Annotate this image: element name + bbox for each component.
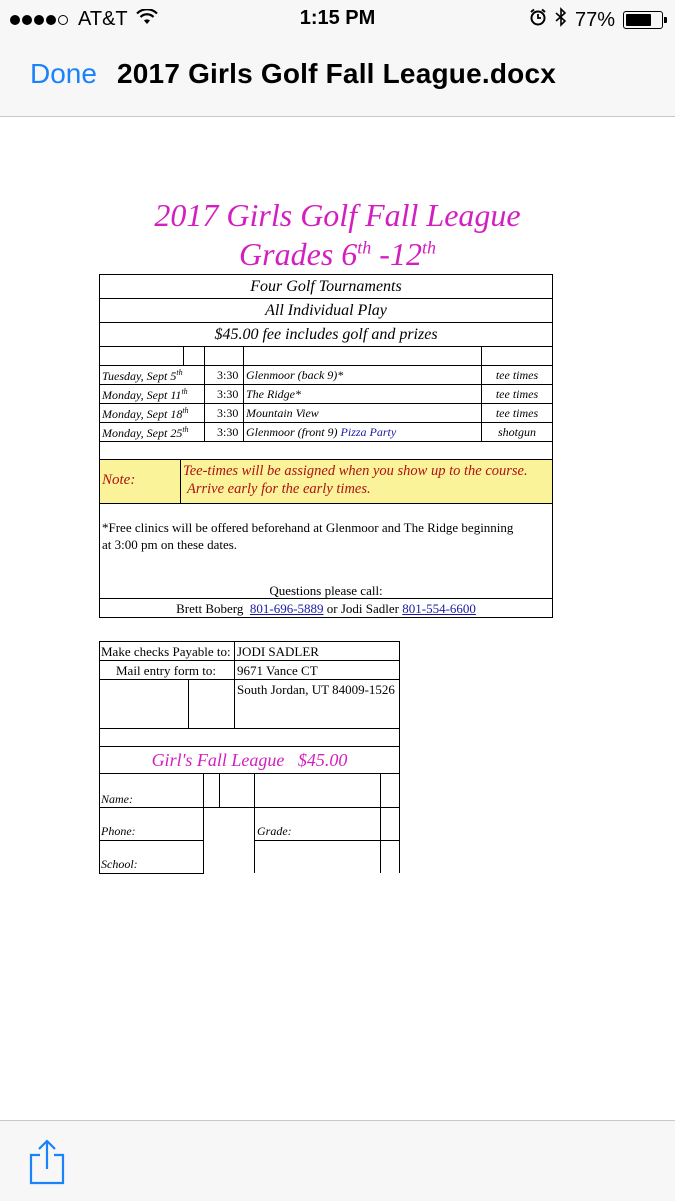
date-text: Monday, Sept 18 xyxy=(102,407,183,421)
phone-link-boberg[interactable]: 801-696-5889 xyxy=(249,601,324,616)
navigation-bar xyxy=(0,38,675,117)
schedule-time: 3:30 xyxy=(217,425,239,439)
rule xyxy=(99,598,553,599)
clinic-line-1: *Free clinics will be offered beforehand at Glenmoor and The Ridge beginning xyxy=(102,520,514,535)
schedule-course: Mountain View xyxy=(246,406,319,420)
rule xyxy=(243,346,244,441)
bottom-toolbar xyxy=(0,1120,675,1201)
status-right xyxy=(529,7,663,33)
info-row: All Individual Play xyxy=(265,302,387,319)
share-icon[interactable] xyxy=(28,1139,66,1190)
rule xyxy=(99,365,553,366)
date-sup: th xyxy=(182,406,189,415)
schedule-date xyxy=(102,425,189,441)
schedule-course: Glenmoor (front 9) xyxy=(246,425,338,439)
field-name-label: Name: xyxy=(101,792,133,806)
schedule-type: shotgun xyxy=(497,425,536,439)
rule xyxy=(99,346,553,347)
schedule-course: Glenmoor (back 9)* xyxy=(246,368,344,382)
checks-label: Make checks Payable to: xyxy=(101,644,231,659)
document-view[interactable] xyxy=(0,117,675,1120)
rule xyxy=(254,840,400,841)
rule xyxy=(99,807,400,808)
rule xyxy=(203,773,204,873)
battery-fill xyxy=(626,14,651,26)
rule xyxy=(183,346,184,365)
done-button[interactable]: Done xyxy=(30,58,97,89)
schedule-time: 3:30 xyxy=(217,406,239,420)
rule xyxy=(99,840,204,841)
rule xyxy=(254,773,255,873)
mail-label: Mail entry form to: xyxy=(116,663,217,678)
clinic-line-2: at 3:00 pm on these dates. xyxy=(102,537,238,552)
rule xyxy=(204,346,205,441)
rule xyxy=(99,422,553,423)
phone-link-sadler[interactable]: 801-554-6600 xyxy=(402,601,476,616)
questions-text: Questions please call: xyxy=(269,583,383,598)
battery-icon xyxy=(623,11,663,29)
form-title-text: Girl's Fall League xyxy=(151,750,285,770)
date-text: Tuesday, Sept 5 xyxy=(102,369,177,383)
rule xyxy=(99,660,400,661)
note-line-1: Tee-times will be assigned when you show up to the course. xyxy=(183,463,528,479)
status-bar xyxy=(0,0,675,38)
schedule-type: tee times xyxy=(495,406,539,420)
contact-line xyxy=(99,601,553,617)
schedule-type: tee times xyxy=(495,387,539,401)
rule xyxy=(99,384,553,385)
rule xyxy=(99,728,400,729)
carrier-name: AT&T xyxy=(78,8,128,30)
rule xyxy=(99,679,400,680)
date-text: Monday, Sept 11 xyxy=(102,388,182,402)
date-sup: th xyxy=(181,387,188,396)
battery-nub xyxy=(664,17,667,23)
mail-line-1: 9671 Vance CT xyxy=(237,663,318,678)
field-phone-label: Phone: xyxy=(101,824,136,838)
heading-title: 2017 Girls Golf Fall League xyxy=(154,197,521,233)
grades-text-a: Grades 6 xyxy=(239,236,358,272)
rule xyxy=(234,641,235,728)
bluetooth-icon xyxy=(555,7,567,33)
info-row: Four Golf Tournaments xyxy=(250,278,402,295)
rule xyxy=(99,322,553,323)
contact-or-text: or Jodi Sadler xyxy=(326,601,399,616)
schedule-course-cell xyxy=(246,425,396,440)
grades-sup-b: th xyxy=(421,237,436,258)
rule xyxy=(99,403,553,404)
grades-sup-a: th xyxy=(357,237,372,258)
schedule-type: tee times xyxy=(495,368,539,382)
alarm-icon xyxy=(529,8,547,32)
form-price: $45.00 xyxy=(297,750,348,770)
note-label: Note: xyxy=(102,472,136,488)
rule xyxy=(180,459,181,503)
info-row: $45.00 fee includes golf and prizes xyxy=(214,326,438,343)
document-title: 2017 Girls Golf Fall League.docx xyxy=(117,58,556,89)
rule xyxy=(99,873,204,874)
checks-value: JODI SADLER xyxy=(237,644,319,659)
schedule-time: 3:30 xyxy=(217,387,239,401)
rule xyxy=(99,441,553,442)
field-school-label: School: xyxy=(101,857,138,871)
date-sup: th xyxy=(176,368,183,377)
date-text: Monday, Sept 25 xyxy=(102,426,183,440)
rule xyxy=(99,773,400,774)
rule xyxy=(380,773,381,873)
schedule-date xyxy=(102,406,189,422)
date-sup: th xyxy=(182,425,189,434)
rule xyxy=(188,679,189,728)
schedule-time: 3:30 xyxy=(217,368,239,382)
rule xyxy=(99,503,553,504)
schedule-date xyxy=(102,368,183,384)
schedule-course: The Ridge* xyxy=(246,387,301,401)
note-line-2: Arrive early for the early times. xyxy=(187,481,371,497)
battery-percent: 77% xyxy=(574,8,615,31)
mail-line-2: South Jordan, UT 84009-1526 xyxy=(237,682,395,697)
field-grade-label: Grade: xyxy=(257,824,292,838)
schedule-date xyxy=(102,387,188,403)
form-title xyxy=(99,750,400,771)
clock: 1:15 PM xyxy=(299,7,376,29)
rule xyxy=(99,298,553,299)
pizza-party-text: Pizza Party xyxy=(340,425,397,439)
grades-text-b: -12 xyxy=(371,236,422,272)
heading-grades xyxy=(0,236,675,273)
contact-name: Brett Boberg xyxy=(176,601,244,616)
rule xyxy=(219,773,220,807)
